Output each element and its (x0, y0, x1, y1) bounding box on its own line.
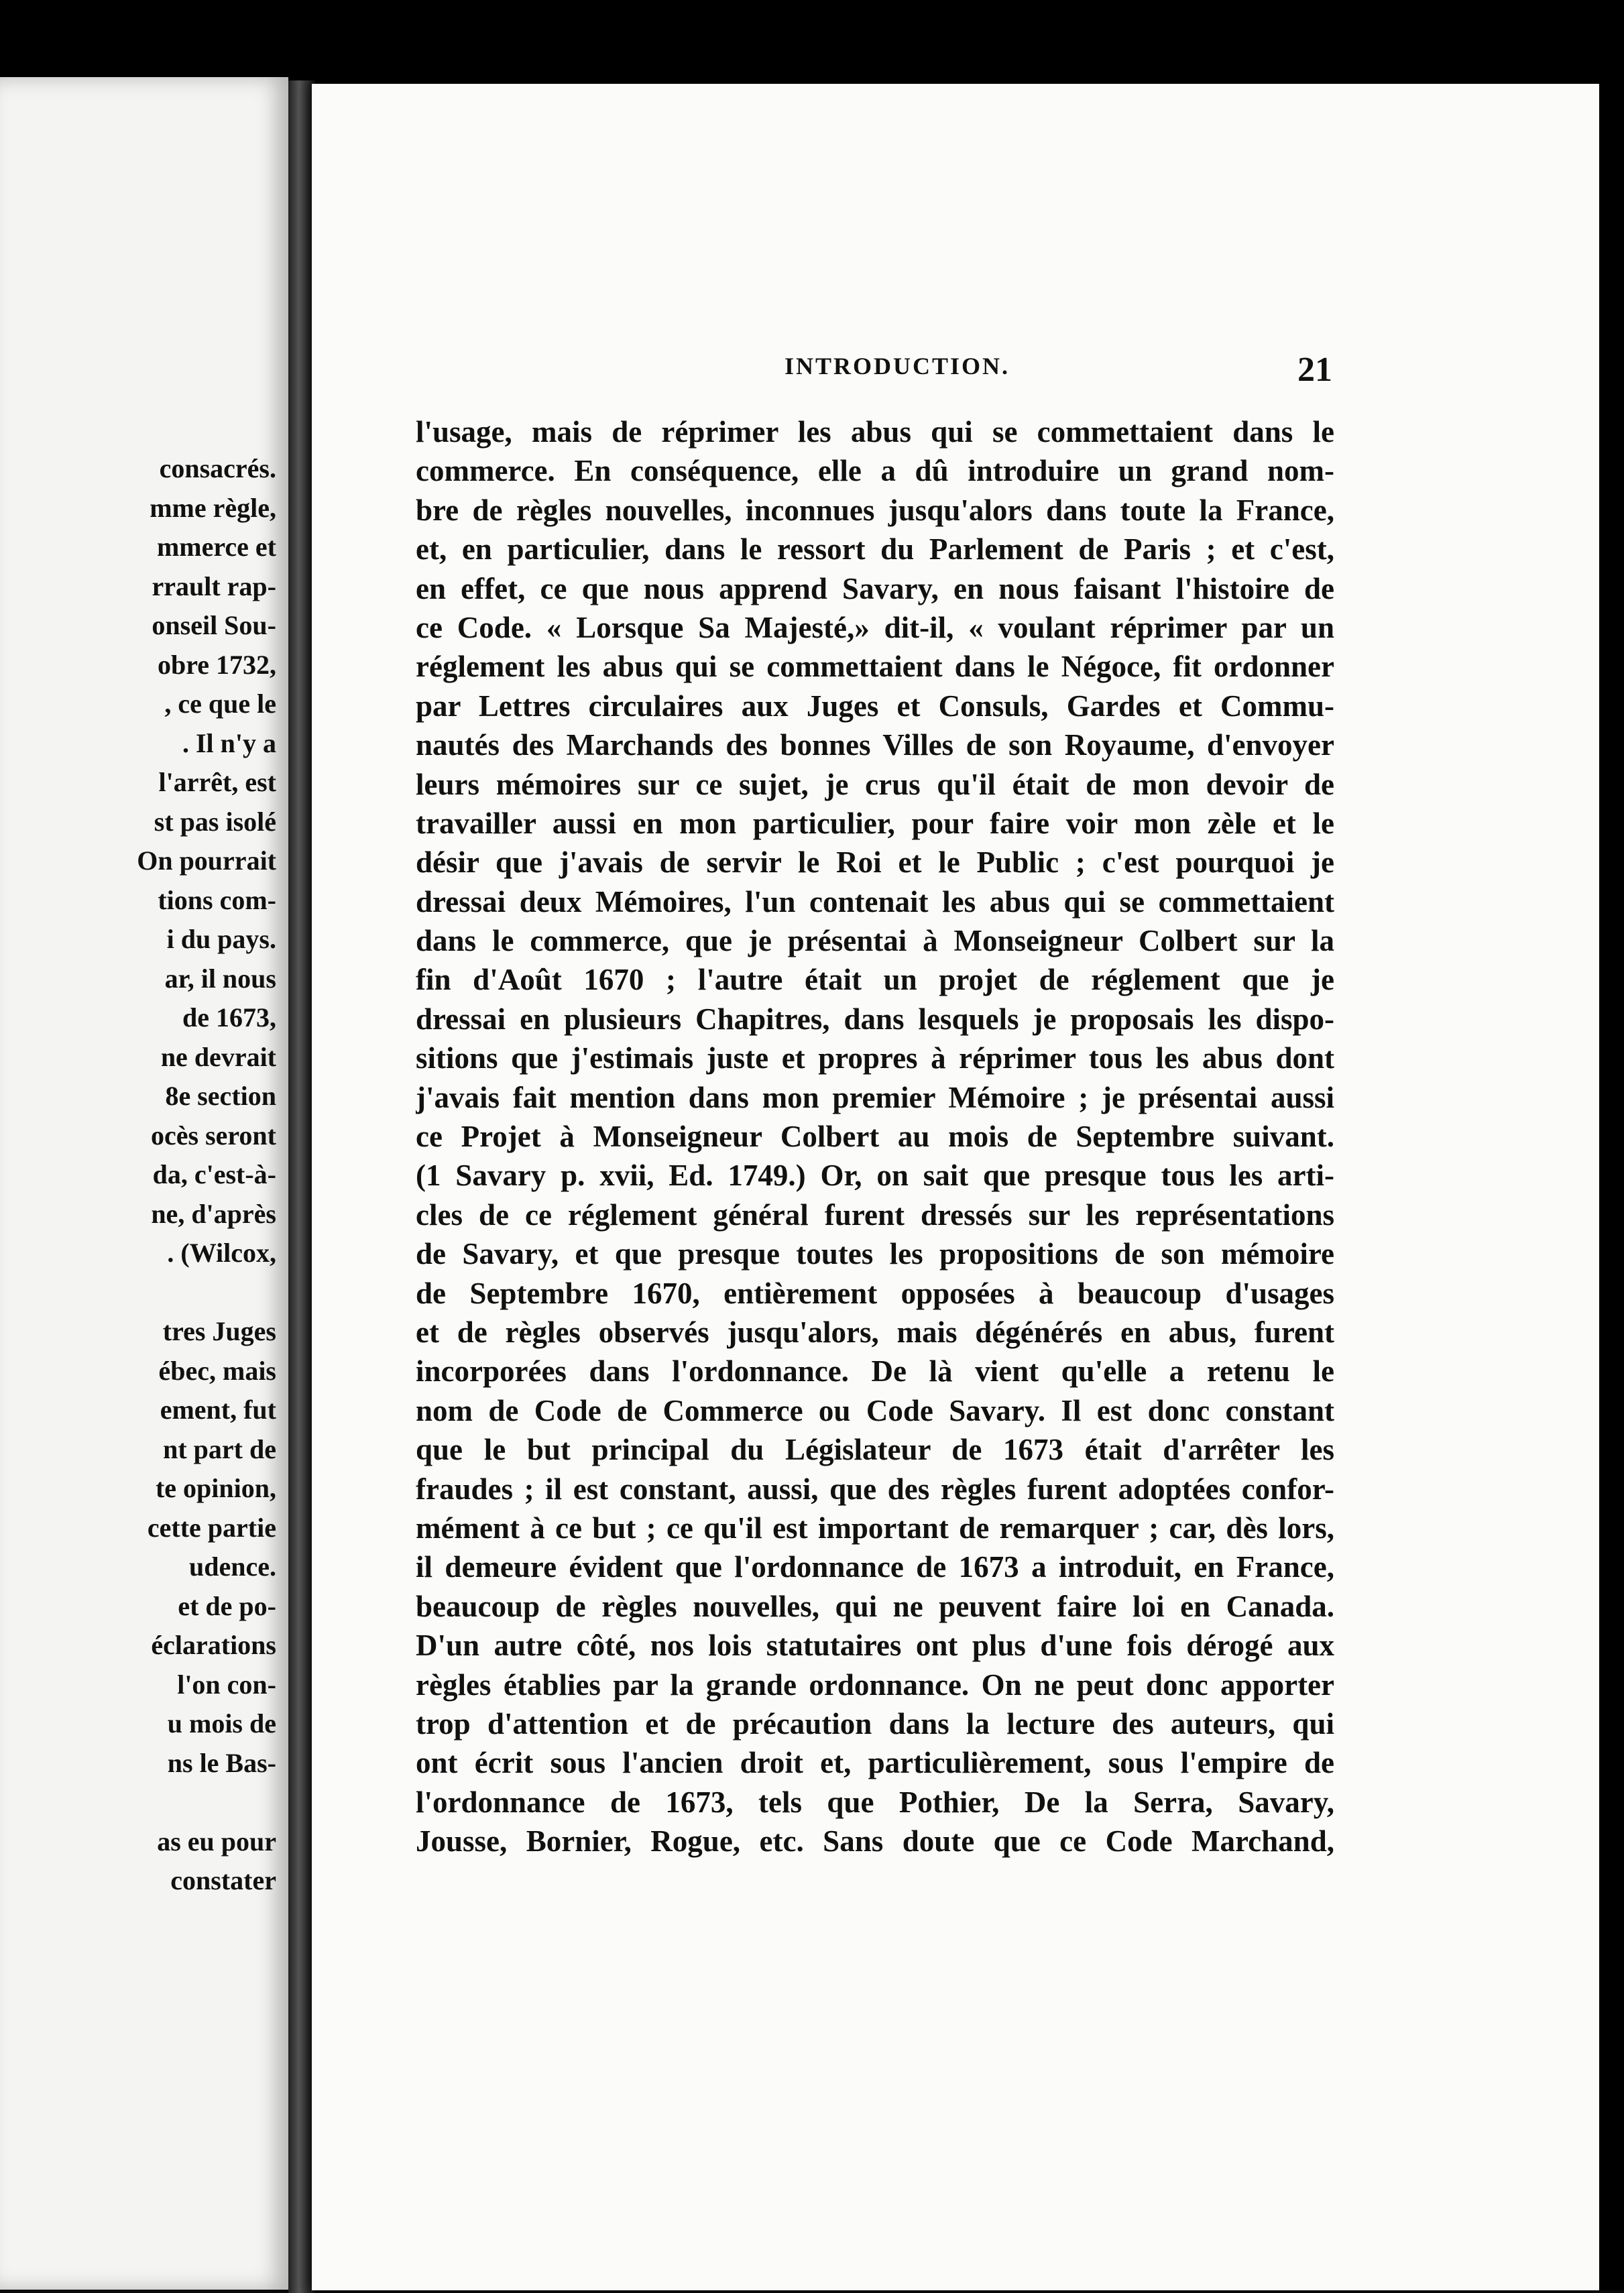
left-page-line: et de po- (178, 1590, 276, 1621)
body-line: en effet, ce que nous apprend Savary, en nous faisant l'histoire de (416, 571, 1334, 605)
left-page-line: u mois de (167, 1708, 276, 1739)
body-line: réglement les abus qui se commettaient dans le Négoce, fit ordonner (416, 650, 1334, 684)
running-title: INTRODUCTION. (785, 353, 1010, 379)
scanner-edge (1599, 84, 1624, 2290)
body-line: commerce. En conséquence, elle a dû introduire un grand nom- (416, 454, 1334, 488)
left-page-line: st pas isolé (154, 806, 276, 837)
body-line: dressai deux Mémoires, l'un contenait les abus qui se commettaient (416, 884, 1334, 919)
left-page-line: cette partie (147, 1512, 276, 1543)
left-page-line: 8e section (165, 1081, 276, 1111)
body-line: et de règles observés jusqu'alors, mais dégénérés en abus, furent (416, 1315, 1334, 1349)
left-page-line: mme règle, (150, 492, 276, 523)
body-line: fin d'Août 1670 ; l'autre était un projet de réglement que je (416, 963, 1334, 997)
left-page-line: ébec, mais (158, 1355, 276, 1386)
body-line: désir que j'avais de servir le Roi et le Public ; c'est pourquoi je (416, 845, 1334, 880)
left-page-line: te opinion, (155, 1473, 276, 1503)
body-line: par Lettres circulaires aux Juges et Consuls, Gardes et Commu- (416, 689, 1334, 723)
body-line: travailler aussi en mon particulier, pour faire voir mon zèle et le (416, 806, 1334, 840)
body-line: cles de ce réglement général furent dressés sur les représentations (416, 1197, 1334, 1232)
body-line: (1 Savary p. xvii, Ed. 1749.) Or, on sait que presque tous les arti- (416, 1159, 1334, 1193)
body-line: dressai en plusieurs Chapitres, dans lesquels je proposais les dispo- (416, 1002, 1334, 1036)
body-line: j'avais fait mention dans mon premier Mémoire ; je présentai aussi (416, 1080, 1334, 1114)
left-page-line: éclarations (151, 1630, 276, 1660)
left-page-line: ns le Bas- (167, 1747, 276, 1778)
body-line: dans le commerce, que je présentai à Monseigneur Colbert sur la (416, 924, 1334, 958)
left-page-line: ement, fut (160, 1395, 276, 1425)
body-line: et, en particulier, dans le ressort du Parlement de Paris ; et c'est, (416, 532, 1334, 567)
left-page-line: tions com- (158, 884, 276, 915)
left-page-line: , ce que le (164, 689, 276, 719)
body-line: beaucoup de règles nouvelles, qui ne peuvent faire loi en Canada. (416, 1589, 1334, 1623)
left-page-line: de 1673, (182, 1002, 276, 1033)
left-page-line: ne, d'après (151, 1198, 276, 1229)
left-page-line: mmerce et (156, 532, 276, 562)
body-line: de Savary, et que presque toutes les propositions de son mémoire (416, 1237, 1334, 1271)
left-page-line (8, 1273, 276, 1313)
body-line: fraudes ; il est constant, aussi, que des règles furent adoptées confor- (416, 1472, 1334, 1506)
body-line: nom de Code de Commerce ou Code Savary. Il est donc constant (416, 1393, 1334, 1427)
left-page-line: onseil Sou- (152, 610, 276, 640)
left-page-line: l'on con- (177, 1669, 276, 1700)
left-page-text (8, 449, 276, 1901)
body-line: D'un autre côté, nos lois statutaires ont plus d'une fois dérogé aux (416, 1629, 1334, 1663)
body-line: ce Projet à Monseigneur Colbert au mois de Septembre suivant. (416, 1120, 1334, 1154)
body-paragraph (416, 412, 1334, 1861)
left-page-line: obre 1732, (157, 649, 276, 680)
body-line: ce Code. « Lorsque Sa Majesté,» dit-il, « voulant réprimer par un (416, 610, 1334, 644)
left-page-line: tres Juges (162, 1316, 276, 1346)
page-gutter (288, 80, 315, 2293)
body-line: règles établies par la grande ordonnance. On ne peut donc apporter (416, 1667, 1334, 1702)
left-page-line: l'arrêt, est (158, 767, 276, 797)
left-page-line: i du pays. (166, 924, 276, 954)
left-page-line: On pourrait (137, 845, 276, 876)
body-line: sitions que j'estimais juste et propres à réprimer tous les abus dont (416, 1041, 1334, 1075)
left-page-line: as eu pour (157, 1826, 276, 1857)
body-line: ont écrit sous l'ancien droit et, particulièrement, sous l'empire de (416, 1746, 1334, 1780)
left-page-line: udence. (189, 1551, 276, 1582)
left-page-line: . Il n'y a (182, 727, 276, 758)
body-line: il demeure évident que l'ordonnance de 1673 a introduit, en France, (416, 1550, 1334, 1584)
left-facing-page (0, 77, 288, 2290)
left-page-line: rrault rap- (152, 571, 276, 601)
left-page-line: . (Wilcox, (167, 1238, 276, 1268)
left-page-line: ne devrait (160, 1041, 276, 1072)
body-line: Jousse, Bornier, Rogue, etc. Sans doute que ce Code Marchand, (416, 1824, 1334, 1859)
body-line: bre de règles nouvelles, inconnues jusqu'alors dans toute la France, (416, 493, 1334, 527)
body-line: incorporées dans l'ordonnance. De là vient qu'elle a retenu le (416, 1354, 1334, 1389)
left-page-line: consacrés. (159, 453, 276, 483)
left-page-line (8, 1783, 276, 1822)
body-line: trop d'attention et de précaution dans la lecture des auteurs, qui (416, 1706, 1334, 1741)
body-line: de Septembre 1670, entièrement opposées à beaucoup d'usages (416, 1276, 1334, 1310)
left-page-line: da, c'est-à- (152, 1159, 276, 1189)
body-line: l'ordonnance de 1673, tels que Pothier, De la Serra, Savary, (416, 1785, 1334, 1819)
body-line: nautés des Marchands des bonnes Villes de son Royaume, d'envoyer (416, 728, 1334, 762)
left-page-line: nt part de (163, 1433, 276, 1464)
body-line: leurs mémoires sur ce sujet, je crus qu'il était de mon devoir de (416, 767, 1334, 801)
body-line: que le but principal du Législateur de 1673 était d'arrêter les (416, 1433, 1334, 1467)
left-page-line: ocès seront (151, 1120, 276, 1151)
page-number: 21 (1297, 351, 1332, 389)
body-line: l'usage, mais de réprimer les abus qui se commettaient dans le (416, 415, 1334, 449)
left-page-line: constater (170, 1865, 276, 1895)
left-page-line: ar, il nous (164, 963, 276, 994)
body-line: mément à ce but ; ce qu'il est important de remarquer ; car, dès lors, (416, 1511, 1334, 1545)
